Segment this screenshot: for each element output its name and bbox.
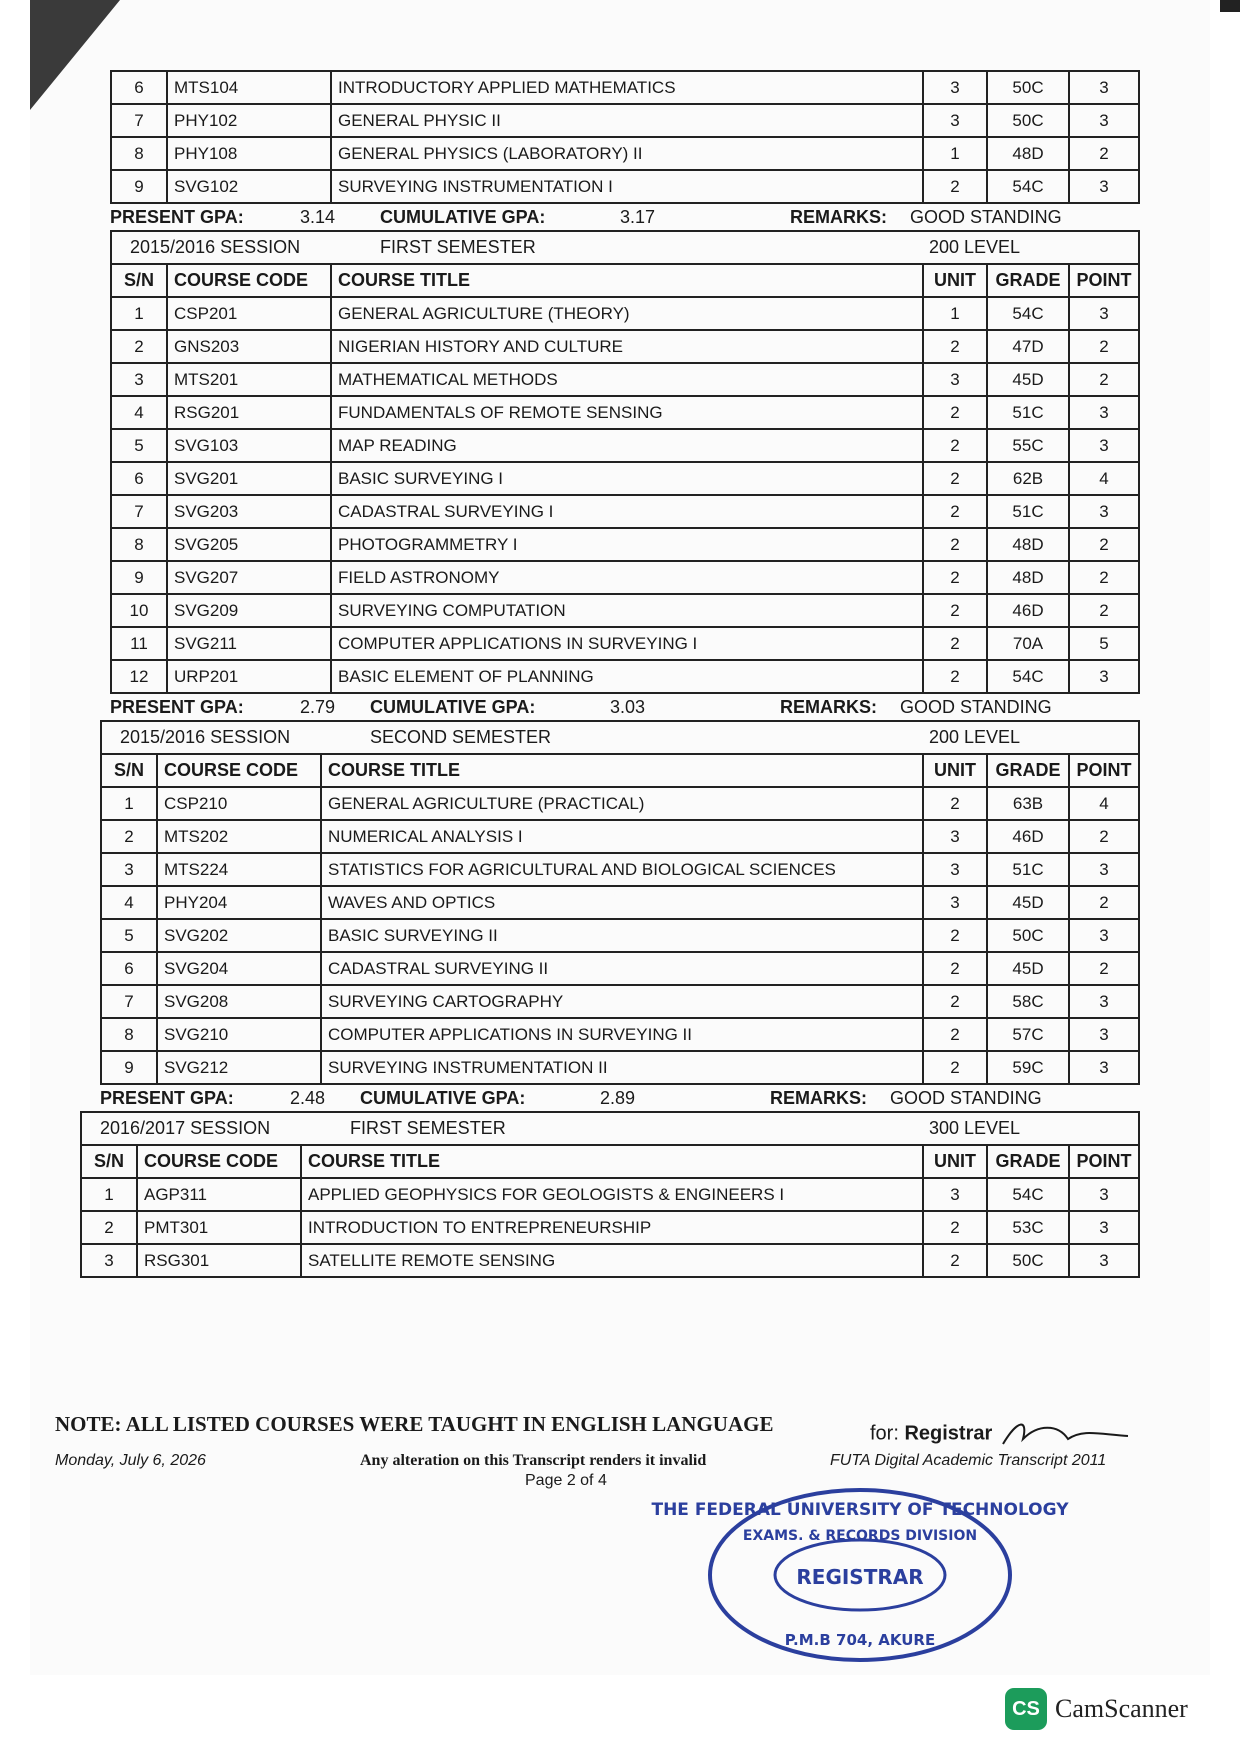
table-row (111, 429, 1139, 462)
row-unit: 2 (923, 396, 987, 429)
column-headers (81, 1145, 1139, 1178)
row-course-title: GENERAL AGRICULTURE (THEORY) (331, 297, 923, 330)
row-grade: 48D (987, 528, 1069, 561)
row-course-title: INTRODUCTION TO ENTREPRENEURSHIP (301, 1211, 923, 1244)
row-grade: 54C (987, 297, 1069, 330)
semester-table (110, 230, 1140, 694)
row-sn: 5 (101, 919, 157, 952)
semester-sections (80, 230, 1190, 1278)
header-unit: UNIT (923, 754, 987, 787)
row-course-title: SURVEYING CARTOGRAPHY (321, 985, 923, 1018)
level-label: 300 LEVEL (923, 1112, 1139, 1145)
row-course-code: SVG202 (157, 919, 321, 952)
semester-section (80, 1111, 1140, 1278)
row-course-code: SVG207 (167, 561, 331, 594)
row-course-code: MTS201 (167, 363, 331, 396)
transcript-content (80, 70, 1190, 1278)
row-course-code: SVG211 (167, 627, 331, 660)
table-row (101, 886, 1139, 919)
row-course-code: SVG102 (167, 170, 331, 203)
table-row (111, 297, 1139, 330)
row-course-code: MTS202 (157, 820, 321, 853)
row-course-title: BASIC SURVEYING II (321, 919, 923, 952)
table-row (111, 561, 1139, 594)
row-point: 3 (1069, 104, 1139, 137)
row-course-code: AGP311 (137, 1178, 301, 1211)
row-unit: 3 (923, 853, 987, 886)
row-unit: 2 (923, 919, 987, 952)
header-course-code: COURSE CODE (167, 264, 331, 297)
table-row (81, 1211, 1139, 1244)
camscanner-watermark (1005, 1688, 1188, 1730)
row-grade: 54C (987, 660, 1069, 693)
row-point: 2 (1069, 363, 1139, 396)
cumulative-gpa-label: CUMULATIVE GPA: (360, 1087, 526, 1108)
table-row (101, 787, 1139, 820)
row-course-code: SVG208 (157, 985, 321, 1018)
level-label: 200 LEVEL (923, 231, 1139, 264)
row-point: 2 (1069, 820, 1139, 853)
row-sn: 9 (111, 170, 167, 203)
row-grade: 45D (987, 363, 1069, 396)
row-unit: 2 (923, 330, 987, 363)
row-unit: 2 (923, 787, 987, 820)
row-course-title: NUMERICAL ANALYSIS I (321, 820, 923, 853)
row-unit: 2 (923, 985, 987, 1018)
gpa-summary (110, 204, 1190, 230)
row-course-title: STATISTICS FOR AGRICULTURAL AND BIOLOGICAL SCIENCES (321, 853, 923, 886)
session-label: 2015/2016 SESSION (130, 237, 301, 257)
table-row (101, 1051, 1139, 1084)
row-course-title: COMPUTER APPLICATIONS IN SURVEYING II (321, 1018, 923, 1051)
row-grade: 63B (987, 787, 1069, 820)
row-course-code: GNS203 (167, 330, 331, 363)
row-point: 4 (1069, 462, 1139, 495)
table-row (111, 660, 1139, 693)
row-unit: 3 (923, 71, 987, 104)
row-sn: 4 (111, 396, 167, 429)
row-unit: 2 (923, 170, 987, 203)
row-grade: 51C (987, 853, 1069, 886)
session-info (101, 721, 923, 754)
semester-section (110, 230, 1140, 720)
row-sn: 12 (111, 660, 167, 693)
row-course-title: INTRODUCTORY APPLIED MATHEMATICS (331, 71, 923, 104)
table-row (101, 985, 1139, 1018)
row-course-title: SURVEYING COMPUTATION (331, 594, 923, 627)
row-point: 3 (1069, 1178, 1139, 1211)
row-sn: 11 (111, 627, 167, 660)
row-unit: 2 (923, 952, 987, 985)
row-unit: 2 (923, 495, 987, 528)
remarks-value: GOOD STANDING (890, 1087, 1042, 1108)
row-grade: 62B (987, 462, 1069, 495)
row-unit: 2 (923, 660, 987, 693)
registrar-label: Registrar (904, 1422, 993, 1445)
header-grade: GRADE (987, 754, 1069, 787)
page-edge-shadow (1220, 0, 1240, 12)
row-grade: 50C (987, 71, 1069, 104)
previous-semester-table (110, 70, 1140, 204)
row-point: 4 (1069, 787, 1139, 820)
semester-section (100, 720, 1140, 1111)
semester-label: SECOND SEMESTER (370, 727, 552, 747)
row-sn: 6 (111, 71, 167, 104)
session-label: 2015/2016 SESSION (120, 727, 291, 747)
table-row (81, 1244, 1139, 1277)
row-grade: 46D (987, 594, 1069, 627)
table-row (81, 1178, 1139, 1211)
row-point: 2 (1069, 886, 1139, 919)
gpa-summary (100, 1085, 1140, 1111)
row-unit: 1 (923, 137, 987, 170)
remarks-value: GOOD STANDING (910, 206, 1062, 227)
signature-icon (998, 1414, 1138, 1454)
column-headers (111, 264, 1139, 297)
row-unit: 3 (923, 820, 987, 853)
table-row (101, 853, 1139, 886)
row-point: 3 (1069, 1244, 1139, 1277)
row-course-title: PHOTOGRAMMETRY I (331, 528, 923, 561)
row-unit: 2 (923, 627, 987, 660)
table-row (111, 396, 1139, 429)
present-gpa-value: 2.48 (290, 1087, 326, 1108)
row-course-title: BASIC ELEMENT OF PLANNING (331, 660, 923, 693)
table-row (111, 594, 1139, 627)
table-row (111, 462, 1139, 495)
row-sn: 6 (111, 462, 167, 495)
row-sn: 3 (101, 853, 157, 886)
row-sn: 3 (81, 1244, 137, 1277)
camscanner-logo-icon: CS (1005, 1688, 1047, 1730)
row-course-title: COMPUTER APPLICATIONS IN SURVEYING I (331, 627, 923, 660)
row-course-code: PHY204 (157, 886, 321, 919)
semester-table (100, 720, 1140, 1085)
session-label: 2016/2017 SESSION (100, 1118, 271, 1138)
row-course-code: SVG103 (167, 429, 331, 462)
row-unit: 2 (923, 429, 987, 462)
row-course-code: SVG209 (167, 594, 331, 627)
row-course-title: APPLIED GEOPHYSICS FOR GEOLOGISTS & ENGINEERS I (301, 1178, 923, 1211)
row-sn: 2 (81, 1211, 137, 1244)
row-grade: 51C (987, 495, 1069, 528)
row-course-code: PMT301 (137, 1211, 301, 1244)
semester-label: FIRST SEMESTER (380, 237, 536, 257)
session-header (101, 721, 1139, 754)
table-row (111, 330, 1139, 363)
header-course-title: COURSE TITLE (321, 754, 923, 787)
remarks-label: REMARKS: (790, 206, 887, 227)
table-row (111, 104, 1139, 137)
row-sn: 5 (111, 429, 167, 462)
row-sn: 3 (111, 363, 167, 396)
table-row (111, 137, 1139, 170)
language-note: NOTE: ALL LISTED COURSES WERE TAUGHT IN ENGLISH LANGUAGE (55, 1412, 774, 1436)
row-course-code: SVG204 (157, 952, 321, 985)
row-point: 2 (1069, 528, 1139, 561)
row-unit: 3 (923, 363, 987, 396)
row-course-title: GENERAL AGRICULTURE (PRACTICAL) (321, 787, 923, 820)
row-point: 3 (1069, 297, 1139, 330)
row-course-title: SURVEYING INSTRUMENTATION II (321, 1051, 923, 1084)
stamp-seal-icon (651, 1480, 1069, 1670)
row-point: 3 (1069, 660, 1139, 693)
row-course-code: MTS104 (167, 71, 331, 104)
row-course-code: URP201 (167, 660, 331, 693)
row-sn: 2 (101, 820, 157, 853)
level-label: 200 LEVEL (923, 721, 1139, 754)
row-course-code: CSP201 (167, 297, 331, 330)
row-course-code: PHY108 (167, 137, 331, 170)
row-course-code: SVG203 (167, 495, 331, 528)
table-row (101, 919, 1139, 952)
row-point: 3 (1069, 919, 1139, 952)
row-point: 3 (1069, 396, 1139, 429)
table-row (101, 820, 1139, 853)
row-course-title: GENERAL PHYSIC II (331, 104, 923, 137)
camscanner-name: CamScanner (1055, 1694, 1188, 1723)
row-point: 5 (1069, 627, 1139, 660)
session-header (111, 231, 1139, 264)
cumulative-gpa-label: CUMULATIVE GPA: (370, 696, 536, 717)
row-sn: 10 (111, 594, 167, 627)
remarks-label: REMARKS: (780, 696, 877, 717)
row-unit: 3 (923, 886, 987, 919)
header-course-code: COURSE CODE (137, 1145, 301, 1178)
row-point: 3 (1069, 853, 1139, 886)
row-course-code: RSG201 (167, 396, 331, 429)
stamp-center-text: REGISTRAR (796, 1565, 924, 1589)
row-sn: 7 (111, 104, 167, 137)
row-course-title: SATELLITE REMOTE SENSING (301, 1244, 923, 1277)
row-course-title: CADASTRAL SURVEYING II (321, 952, 923, 985)
row-grade: 55C (987, 429, 1069, 462)
row-sn: 7 (111, 495, 167, 528)
header-sn: S/N (111, 264, 167, 297)
header-grade: GRADE (987, 1145, 1069, 1178)
row-unit: 3 (923, 104, 987, 137)
stamp-bottom-text: P.M.B 704, AKURE (784, 1631, 936, 1649)
row-unit: 2 (923, 561, 987, 594)
semester-label: FIRST SEMESTER (350, 1118, 506, 1138)
row-point: 3 (1069, 1051, 1139, 1084)
row-grade: 50C (987, 1244, 1069, 1277)
for-label: for: (870, 1422, 899, 1445)
row-sn: 6 (101, 952, 157, 985)
row-sn: 8 (111, 137, 167, 170)
row-sn: 8 (111, 528, 167, 561)
table-row (111, 627, 1139, 660)
row-unit: 3 (923, 1178, 987, 1211)
row-sn: 1 (111, 297, 167, 330)
row-grade: 59C (987, 1051, 1069, 1084)
row-grade: 48D (987, 561, 1069, 594)
row-course-title: FIELD ASTRONOMY (331, 561, 923, 594)
present-gpa-label: PRESENT GPA: (110, 206, 244, 227)
header-unit: UNIT (923, 1145, 987, 1178)
table-row (111, 363, 1139, 396)
row-course-title: MATHEMATICAL METHODS (331, 363, 923, 396)
row-grade: 47D (987, 330, 1069, 363)
row-grade: 53C (987, 1211, 1069, 1244)
row-unit: 2 (923, 594, 987, 627)
row-point: 2 (1069, 561, 1139, 594)
row-course-title: MAP READING (331, 429, 923, 462)
table-row (111, 170, 1139, 203)
row-grade: 46D (987, 820, 1069, 853)
row-grade: 45D (987, 886, 1069, 919)
stamp-inner-text: EXAMS. & RECORDS DIVISION (742, 1528, 978, 1544)
header-point: POINT (1069, 754, 1139, 787)
table-row (111, 71, 1139, 104)
header-point: POINT (1069, 1145, 1139, 1178)
row-grade: 54C (987, 170, 1069, 203)
row-point: 2 (1069, 137, 1139, 170)
header-course-title: COURSE TITLE (301, 1145, 923, 1178)
row-course-code: SVG201 (167, 462, 331, 495)
session-header (81, 1112, 1139, 1145)
row-unit: 2 (923, 1244, 987, 1277)
gpa-summary (110, 694, 1140, 720)
row-point: 3 (1069, 1211, 1139, 1244)
row-point: 2 (1069, 594, 1139, 627)
row-course-title: CADASTRAL SURVEYING I (331, 495, 923, 528)
header-unit: UNIT (923, 264, 987, 297)
alteration-warning: Any alteration on this Transcript renders it invalid (360, 1452, 707, 1469)
cumulative-gpa-value: 3.03 (610, 696, 646, 717)
row-unit: 2 (923, 1211, 987, 1244)
present-gpa-value: 3.14 (300, 206, 336, 227)
row-point: 3 (1069, 495, 1139, 528)
row-grade: 58C (987, 985, 1069, 1018)
row-point: 3 (1069, 985, 1139, 1018)
row-point: 2 (1069, 952, 1139, 985)
row-course-code: MTS224 (157, 853, 321, 886)
row-course-title: FUNDAMENTALS OF REMOTE SENSING (331, 396, 923, 429)
row-grade: 54C (987, 1178, 1069, 1211)
header-point: POINT (1069, 264, 1139, 297)
row-sn: 1 (81, 1178, 137, 1211)
row-unit: 2 (923, 462, 987, 495)
session-info (81, 1112, 923, 1145)
row-sn: 9 (111, 561, 167, 594)
row-sn: 9 (101, 1051, 157, 1084)
session-info (111, 231, 923, 264)
row-unit: 1 (923, 297, 987, 330)
row-course-title: BASIC SURVEYING I (331, 462, 923, 495)
remarks-value: GOOD STANDING (900, 696, 1052, 717)
row-course-code: PHY102 (167, 104, 331, 137)
row-grade: 70A (987, 627, 1069, 660)
table-row (111, 528, 1139, 561)
header-course-code: COURSE CODE (157, 754, 321, 787)
row-sn: 2 (111, 330, 167, 363)
row-point: 3 (1069, 170, 1139, 203)
row-course-title: GENERAL PHYSICS (LABORATORY) II (331, 137, 923, 170)
page-number: Page 2 of 4 (525, 1472, 607, 1489)
row-sn: 7 (101, 985, 157, 1018)
header-grade: GRADE (987, 264, 1069, 297)
semester-table (80, 1111, 1140, 1278)
row-sn: 4 (101, 886, 157, 919)
stamp-outer-text: THE FEDERAL UNIVERSITY OF TECHNOLOGY (651, 1500, 1069, 1520)
registrar-signature-line (870, 1414, 1138, 1454)
row-sn: 1 (101, 787, 157, 820)
row-point: 3 (1069, 71, 1139, 104)
present-gpa-label: PRESENT GPA: (100, 1087, 234, 1108)
present-gpa-label: PRESENT GPA: (110, 696, 244, 717)
cumulative-gpa-value: 2.89 (600, 1087, 636, 1108)
row-course-code: SVG205 (167, 528, 331, 561)
row-grade: 50C (987, 104, 1069, 137)
cumulative-gpa-value: 3.17 (620, 206, 656, 227)
remarks-label: REMARKS: (770, 1087, 867, 1108)
row-point: 3 (1069, 429, 1139, 462)
row-grade: 51C (987, 396, 1069, 429)
row-course-code: SVG210 (157, 1018, 321, 1051)
row-course-code: CSP210 (157, 787, 321, 820)
table-row (101, 1018, 1139, 1051)
table-row (111, 495, 1139, 528)
row-sn: 8 (101, 1018, 157, 1051)
row-course-code: SVG212 (157, 1051, 321, 1084)
header-course-title: COURSE TITLE (331, 264, 923, 297)
header-sn: S/N (81, 1145, 137, 1178)
registrar-stamp (651, 1480, 1069, 1675)
table-row (101, 952, 1139, 985)
row-course-title: NIGERIAN HISTORY AND CULTURE (331, 330, 923, 363)
header-sn: S/N (101, 754, 157, 787)
row-course-code: RSG301 (137, 1244, 301, 1277)
row-point: 2 (1069, 330, 1139, 363)
row-grade: 57C (987, 1018, 1069, 1051)
row-unit: 2 (923, 1018, 987, 1051)
row-unit: 2 (923, 1051, 987, 1084)
row-grade: 48D (987, 137, 1069, 170)
system-label: FUTA Digital Academic Transcript 2011 (830, 1452, 1107, 1469)
row-grade: 45D (987, 952, 1069, 985)
row-course-title: WAVES AND OPTICS (321, 886, 923, 919)
print-date: Monday, July 6, 2026 (55, 1452, 206, 1469)
present-gpa-value: 2.79 (300, 696, 336, 717)
column-headers (101, 754, 1139, 787)
cumulative-gpa-label: CUMULATIVE GPA: (380, 206, 546, 227)
row-unit: 2 (923, 528, 987, 561)
row-point: 3 (1069, 1018, 1139, 1051)
row-course-title: SURVEYING INSTRUMENTATION I (331, 170, 923, 203)
row-grade: 50C (987, 919, 1069, 952)
